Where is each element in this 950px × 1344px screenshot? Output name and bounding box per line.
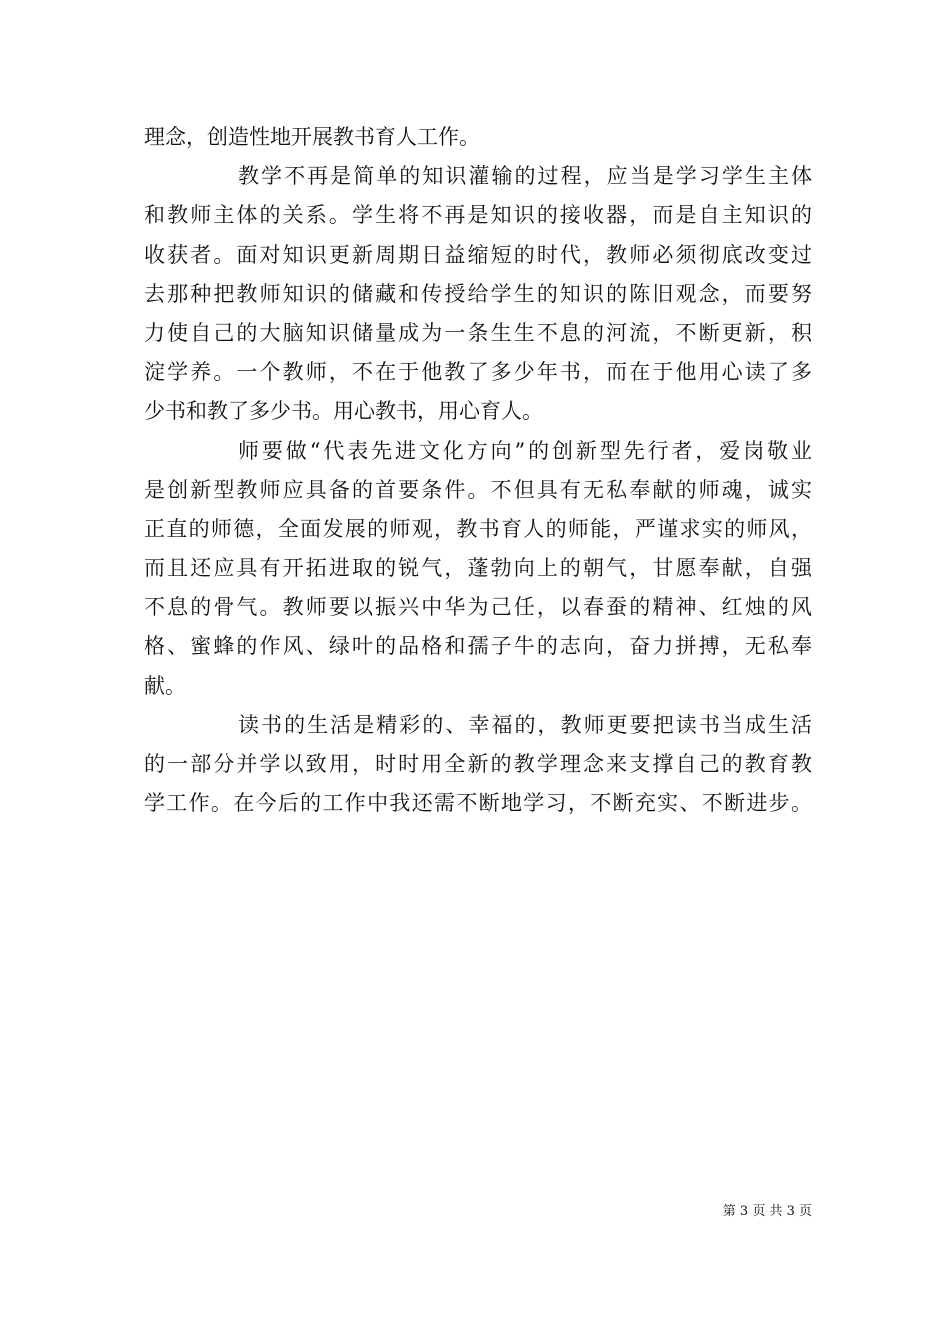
paragraph-2-line-2: 和教师主体的关系。学生将不再是知识的接收器，而是自主知识的 (144, 203, 812, 228)
paragraph-3-line-5: 不息的骨气。教师要以振兴中华为己任，以春蚕的精神、红烛的风 (144, 595, 812, 620)
document-body (144, 118, 812, 823)
paragraph-3-line-6: 格、蜜蜂的作风、绿叶的品格和孺子牛的志向，奋力拼搏，无私奉 (144, 634, 812, 659)
paragraph-4-line-3: 学工作。在今后的工作中我还需不断地学习，不断充实、不断进步。 (144, 791, 812, 816)
paragraph-2-line-3: 收获者。面对知识更新周期日益缩短的时代，教师必须彻底改变过 (144, 242, 812, 267)
paragraph-2-line-5: 力使自己的大脑知识储量成为一条生生不息的河流，不断更新，积 (144, 320, 812, 345)
paragraph-3-line-1: 师要做“代表先进文化方向”的创新型先行者，爱岗敬业 (238, 438, 812, 463)
paragraph-3-line-3: 正直的师德，全面发展的师观，教书育人的师能，严谨求实的师风， (144, 516, 812, 541)
paragraph-4-line-2: 的一部分并学以致用，时时用全新的教学理念来支撑自己的教育教 (144, 752, 812, 776)
paragraph-3-line-7: 献。 (144, 673, 186, 698)
paragraph-2-line-1: 教学不再是简单的知识灌输的过程，应当是学习学生主体 (238, 164, 812, 189)
paragraph-4-line-1: 读书的生活是精彩的、幸福的，教师更要把读书当成生活 (238, 712, 812, 737)
paragraph-2-line-6: 淀学养。一个教师，不在于他教了多少年书，而在于他用心读了多 (144, 360, 812, 385)
paragraph-2-line-7: 少书和教了多少书。用心教书，用心育人。 (144, 399, 543, 424)
paragraph-3-line-2: 是创新型教师应具备的首要条件。不但具有无私奉献的师魂，诚实 (144, 477, 812, 502)
paragraph-2-line-4: 去那种把教师知识的储藏和传授给学生的知识的陈旧观念，而要努 (144, 281, 812, 306)
paragraph-3-line-4: 而且还应具有开拓进取的锐气，蓬勃向上的朝气，甘愿奉献，自强 (144, 556, 812, 581)
paragraph-1-line-1: 理念，创造性地开展教书育人工作。 (144, 125, 480, 149)
page-number-footer: 第 3 页 共 3 页 (722, 1204, 812, 1219)
